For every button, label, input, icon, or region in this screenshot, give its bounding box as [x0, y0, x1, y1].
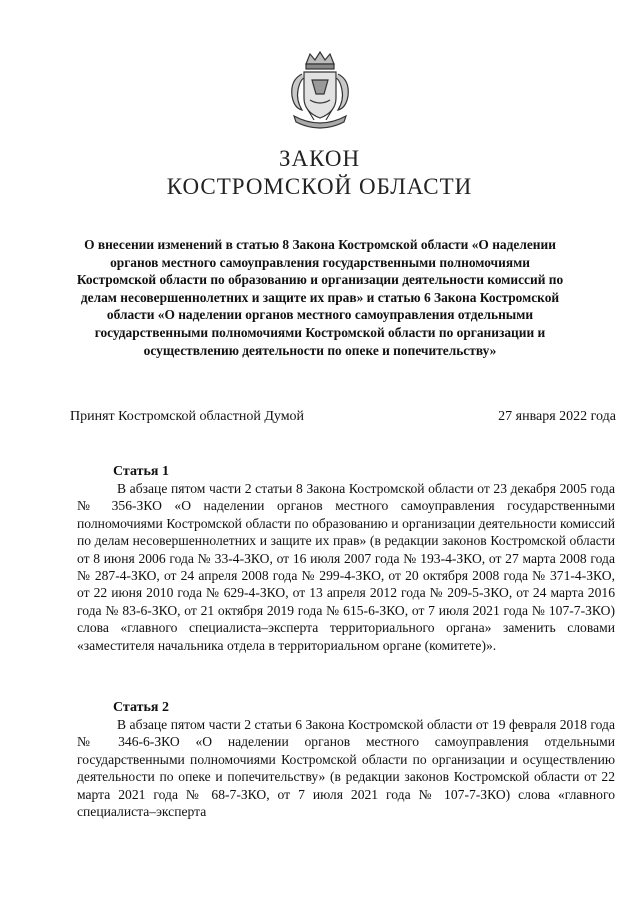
- law-title-line-1: ЗАКОН: [278, 146, 361, 171]
- article-2-heading: Статья 2: [113, 700, 169, 715]
- article-1-text: В абзаце пятом части 2 статьи 8 Закона Костромской области от 23 декабря 2005 года № 356-ЗКО «О наделении органов местного самоуправления государственными полномочиями Костромской области по образованию и организации деятельности комиссий по делам несовершеннолетних и защите их прав» (в редакции законов Костромской области от 8 июня 2006 года № 33-4-ЗКО, от 16 июля 2007 года № 193-4-ЗКО, от 27 марта 2008 года № 287-4-ЗКО, от 24 апреля 2008 года № 299-4-ЗКО, от 20 октября 2008 года № 371-4-ЗКО, от 22 июня 2010 года № 629-4-ЗКО, от 13 апреля 2012 года № 209-5-ЗКО, от 24 марта 2016 года № 83-6-ЗКО, от 21 октября 2019 года № 615-6-ЗКО, от 7 июля 2021 года № 107-7-ЗКО) слова «главного специалиста–эксперта территориального органа» заменить словами «заместителя начальника отдела в территориальном органе (комитете)».: [77, 481, 615, 653]
- adopted-by: Принят Костромской областной Думой: [70, 409, 305, 424]
- adoption-line: [70, 409, 616, 425]
- article-1-heading: Статья 1: [113, 464, 169, 479]
- article-2-text: В абзаце пятом части 2 статьи 6 Закона Костромской области от 19 февраля 2018 года № 346-6-ЗКО «О наделении органов местного самоуправления отдельными государственными полномочиями Костромской области по организации и осуществлению деятельности по опеке и попечительству» (в редакции законов Костромской области от 22 марта 2021 года № 68-7-ЗКО, от 7 июля 2021 года № 107-7-ЗКО) слова «главного специалиста–эксперта: [77, 717, 615, 820]
- adoption-date: 27 января 2022 года: [498, 409, 616, 424]
- law-subject: О внесении изменений в статью 8 Закона Костромской области «О наделении органов местного самоуправления государственными полномочиями Костромской области по образованию и организации деятельности комиссий по делам несовершеннолетних и защите их прав» и статью 6 Закона Костромской области «О наделении органов местного самоуправления отдельными государственными полномочиями Костромской области по организации и осуществлению деятельности по опеке и попечительству»: [76, 237, 564, 358]
- law-title-line-2: КОСТРОМСКОЙ ОБЛАСТИ: [166, 174, 473, 199]
- coat-of-arms-emblem: [284, 50, 356, 134]
